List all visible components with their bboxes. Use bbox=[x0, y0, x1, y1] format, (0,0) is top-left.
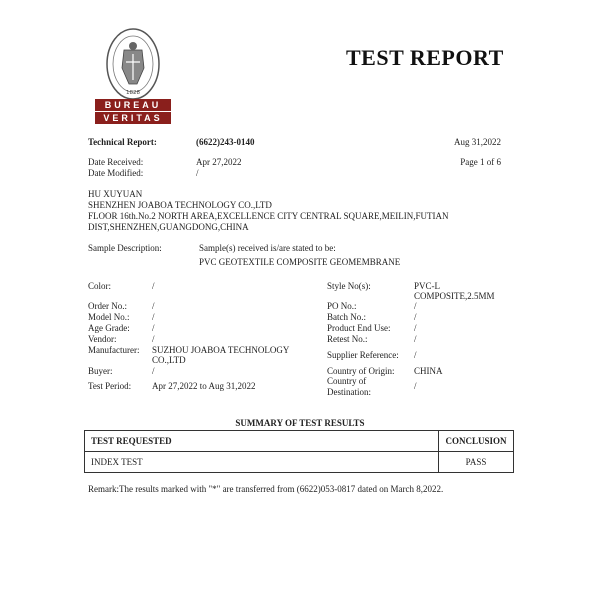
summary-heading: SUMMARY OF TEST RESULTS bbox=[235, 418, 365, 428]
column-header-conclusion: CONCLUSION bbox=[439, 431, 514, 452]
table-row bbox=[85, 452, 514, 473]
product-end-use-value: / bbox=[414, 323, 417, 333]
address-line: DIST,SHENZHEN,GUANGDONG,CHINA bbox=[88, 222, 249, 232]
sample-description-line1: Sample(s) received is/are stated to be: bbox=[199, 243, 336, 253]
manufacturer-label: Manufacturer: bbox=[88, 345, 140, 355]
sample-description-product: PVC GEOTEXTILE COMPOSITE GEOMEMBRANE bbox=[199, 257, 401, 267]
bureau-veritas-seal-icon bbox=[106, 28, 160, 100]
age-grade-label: Age Grade: bbox=[88, 323, 130, 333]
svg-text:1828: 1828 bbox=[126, 90, 140, 96]
logo-veritas-text: VERITAS bbox=[95, 112, 171, 124]
batch-no-value: / bbox=[414, 312, 417, 322]
buyer-value: / bbox=[152, 366, 155, 376]
test-period-label: Test Period: bbox=[88, 381, 132, 391]
page-number: Page 1 of 6 bbox=[460, 157, 501, 167]
country-of-destination-label-line2: Destination: bbox=[327, 387, 371, 397]
date-modified-value: / bbox=[196, 168, 199, 178]
summary-table bbox=[84, 430, 514, 473]
address-line: FLOOR 16th.No.2 NORTH AREA,EXCELLENCE CITY CENTRAL SQUARE,MEILIN,FUTIAN bbox=[88, 211, 449, 221]
color-label: Color: bbox=[88, 281, 112, 291]
order-no-value: / bbox=[152, 301, 155, 311]
style-no-value: PVC-L bbox=[414, 281, 441, 291]
retest-no-label: Retest No.: bbox=[327, 334, 368, 344]
model-no-value: / bbox=[152, 312, 155, 322]
po-no-value: / bbox=[414, 301, 417, 311]
table-header-row bbox=[85, 431, 514, 452]
age-grade-value: / bbox=[152, 323, 155, 333]
product-end-use-label: Product End Use: bbox=[327, 323, 391, 333]
technical-report-label: Technical Report: bbox=[88, 137, 157, 147]
test-period-value: Apr 27,2022 to Aug 31,2022 bbox=[152, 381, 256, 391]
order-no-label: Order No.: bbox=[88, 301, 127, 311]
report-date: Aug 31,2022 bbox=[454, 137, 501, 147]
sample-description-label: Sample Description: bbox=[88, 243, 162, 253]
column-header-test-requested: TEST REQUESTED bbox=[85, 431, 439, 452]
batch-no-label: Batch No.: bbox=[327, 312, 366, 322]
technical-report-number: (6622)243-0140 bbox=[196, 137, 255, 147]
color-value: / bbox=[152, 281, 155, 291]
country-of-origin-value: CHINA bbox=[414, 366, 443, 376]
country-of-origin-label: Country of Origin: bbox=[327, 366, 395, 376]
manufacturer-value: SUZHOU JOABOA TECHNOLOGY bbox=[152, 345, 290, 355]
style-no-label: Style No(s): bbox=[327, 281, 371, 291]
date-modified-label: Date Modified: bbox=[88, 168, 144, 178]
vendor-value: / bbox=[152, 334, 155, 344]
supplier-reference-label: Supplier Reference: bbox=[327, 350, 399, 360]
country-of-destination-label: Country of bbox=[327, 376, 367, 386]
page-title: TEST REPORT bbox=[346, 45, 504, 70]
address-line: SHENZHEN JOABOA TECHNOLOGY CO.,LTD bbox=[88, 200, 272, 210]
date-received-value: Apr 27,2022 bbox=[196, 157, 242, 167]
remark-text: Remark:The results marked with "*" are transferred from (6622)053-0817 dated on March 8,2022. bbox=[88, 484, 444, 494]
conclusion-cell: PASS bbox=[439, 452, 514, 473]
supplier-reference-value: / bbox=[414, 350, 417, 360]
buyer-label: Buyer: bbox=[88, 366, 113, 376]
style-no-value-line2: COMPOSITE,2.5MM bbox=[414, 291, 495, 301]
po-no-label: PO No.: bbox=[327, 301, 357, 311]
logo-bureau-text: BUREAU bbox=[95, 99, 171, 111]
model-no-label: Model No.: bbox=[88, 312, 130, 322]
retest-no-value: / bbox=[414, 334, 417, 344]
test-requested-cell: INDEX TEST bbox=[85, 452, 439, 473]
manufacturer-value-line2: CO.,LTD bbox=[152, 355, 186, 365]
date-received-label: Date Received: bbox=[88, 157, 144, 167]
country-of-destination-value: / bbox=[414, 381, 417, 391]
vendor-label: Vendor: bbox=[88, 334, 117, 344]
address-line: HU XUYUAN bbox=[88, 189, 143, 199]
